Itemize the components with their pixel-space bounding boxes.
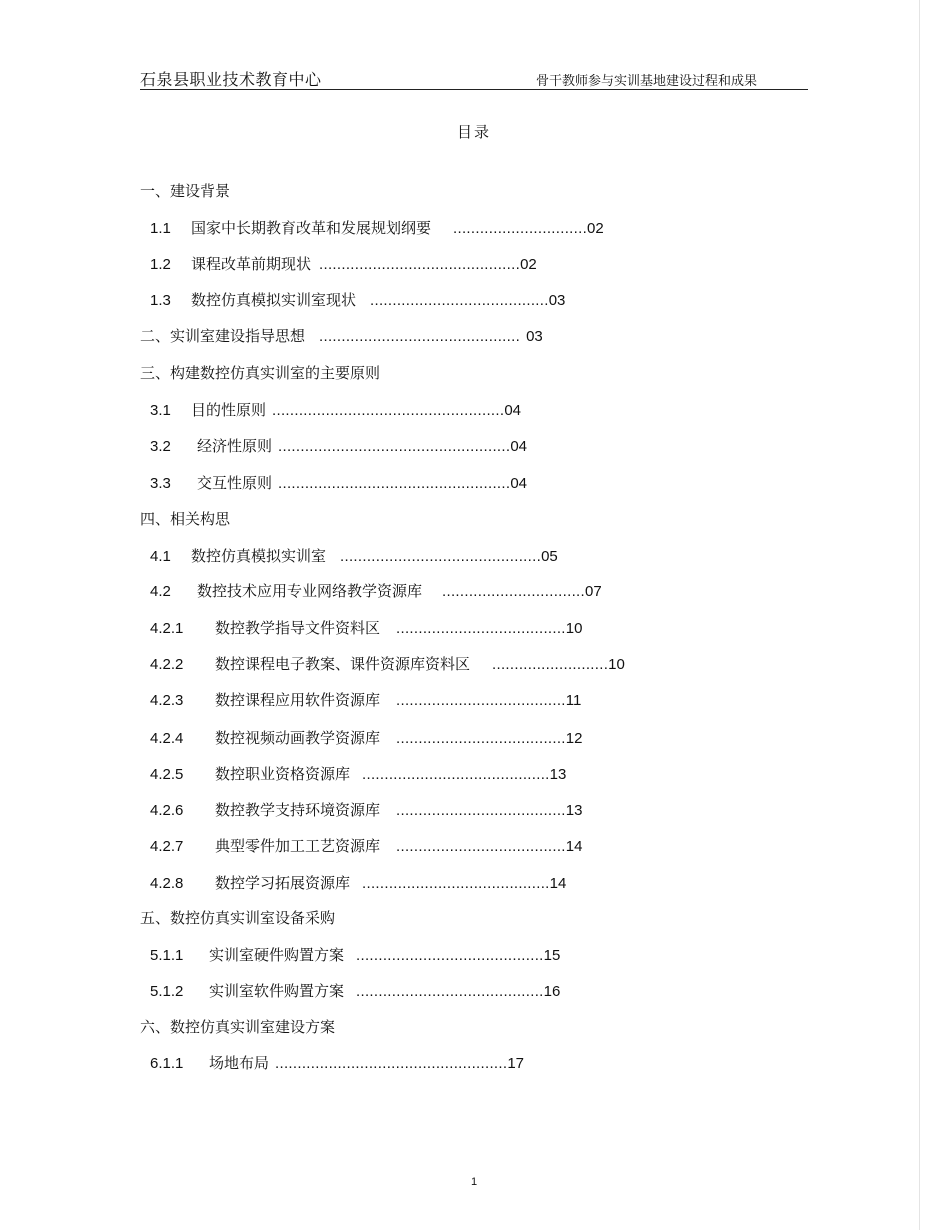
toc-entry-number: 5.1.2 [150, 983, 184, 1000]
toc-entry-number: 1.3 [150, 292, 171, 309]
toc-entry [150, 434, 527, 458]
page-number: 1 [470, 1176, 478, 1188]
toc-entry-text: 实训室软件购置方案 [209, 982, 345, 1000]
toc-entry-page: 10 [565, 620, 583, 637]
toc-entry-text: 二、实训室建设指导思想 [140, 327, 306, 345]
toc-entry-leader: ............................................. [319, 256, 521, 273]
toc-entry [150, 762, 566, 786]
toc-entry-leader: .......................................... [362, 875, 550, 892]
toc-entry-text: 数控技术应用专业网络教学资源库 [197, 582, 423, 600]
toc-entry-leader: ............................................. [319, 328, 521, 345]
toc-entry-leader: ........................................ [370, 292, 549, 309]
toc-entry-text: 五、数控仿真实训室设备采购 [140, 909, 336, 927]
toc-entry-leader: ...................................... [396, 692, 566, 709]
toc-entry-page: 16 [543, 983, 561, 1000]
toc-entry-page: 07 [584, 583, 602, 600]
toc-entry-page: 04 [504, 402, 522, 419]
header-doc-subject: 骨干教师参与实训基地建设过程和成果 [536, 74, 758, 89]
toc-entry-page: 14 [549, 875, 567, 892]
toc-entry-number: 5.1.1 [150, 947, 184, 964]
toc-entry-number: 4.2.6 [150, 802, 184, 819]
toc-entry-leader: ...................................... [396, 802, 566, 819]
toc-entry-leader: ...................................... [396, 730, 566, 747]
toc-entry-page: 04 [510, 438, 528, 455]
toc-entry [140, 361, 380, 385]
toc-entry [140, 507, 230, 531]
toc-entry-page: 02 [520, 256, 537, 273]
toc-entry-leader: ............................................. [340, 548, 542, 565]
toc-entry-number: 4.2.7 [150, 838, 184, 855]
toc-entry-page: 15 [543, 947, 561, 964]
toc-entry-text: 数控教学指导文件资料区 [215, 619, 381, 637]
toc-entry-text: 数控课程应用软件资源库 [215, 691, 381, 709]
toc-entry-leader: .......................................... [356, 947, 544, 964]
toc-entry-page: 05 [541, 548, 558, 565]
toc-entry [150, 252, 537, 276]
toc-entry-text: 目的性原则 [191, 401, 267, 419]
toc-entry-number: 6.1.1 [150, 1055, 184, 1072]
page-title: 目录 [456, 123, 491, 141]
toc-entry [150, 798, 582, 822]
toc-entry-number: 4.2.5 [150, 766, 184, 783]
toc-entry-leader: .......................... [492, 656, 609, 673]
toc-entry-text: 数控课程电子教案、课件资源库资料区 [215, 655, 471, 673]
toc-entry-text: 场地布局 [209, 1054, 270, 1072]
toc-entry-number: 3.3 [150, 475, 171, 492]
toc-entry-page: 03 [548, 292, 566, 309]
toc-entry [150, 544, 558, 568]
header-org-name: 石泉县职业技术教育中心 [140, 70, 322, 89]
toc-entry-text: 实训室硬件购置方案 [209, 946, 345, 964]
toc-entry-page: 10 [608, 656, 625, 673]
toc-entry [150, 979, 560, 1003]
toc-entry [150, 726, 582, 750]
toc-entry [150, 471, 527, 495]
toc-entry-number: 4.2.4 [150, 730, 184, 747]
toc-entry-text: 国家中长期教育改革和发展规划纲要 [191, 219, 432, 237]
toc-entry-leader: ...................................... [396, 620, 566, 637]
toc-entry [150, 943, 560, 967]
toc-entry-page: 04 [510, 475, 528, 492]
toc-entry [150, 688, 581, 712]
toc-entry-text: 课程改革前期现状 [191, 255, 312, 273]
toc-entry [150, 579, 602, 603]
toc-entry-leader: .......................................... [362, 766, 550, 783]
toc-entry [150, 1051, 524, 1075]
toc-entry-text: 数控学习拓展资源库 [215, 874, 351, 892]
toc-entry [140, 179, 230, 203]
toc-entry-page: 03 [526, 328, 543, 345]
toc-entry-text: 数控教学支持环境资源库 [215, 801, 381, 819]
toc-entry-text: 数控仿真模拟实训室 [191, 547, 327, 565]
toc-entry-number: 3.1 [150, 402, 171, 419]
toc-entry-leader: .......................................... [356, 983, 544, 1000]
toc-entry-text: 交互性原则 [197, 474, 273, 492]
toc-entry-leader: ................................ [442, 583, 585, 600]
toc-entry-text: 三、构建数控仿真实训室的主要原则 [140, 364, 381, 382]
toc-entry-text: 数控职业资格资源库 [215, 765, 351, 783]
page-edge-line [919, 0, 920, 1230]
toc-entry-leader: ...................................... [396, 838, 566, 855]
toc-entry-leader: .................................................... [275, 1055, 508, 1072]
toc-entry-page: 13 [565, 802, 583, 819]
toc-entry-number: 4.2.8 [150, 875, 184, 892]
toc-entry [150, 652, 625, 676]
toc-entry-number: 4.2.1 [150, 620, 184, 637]
toc-entry-number: 3.2 [150, 438, 171, 455]
toc-entry-text: 六、数控仿真实训室建设方案 [140, 1018, 336, 1036]
toc-entry-leader: .................................................... [278, 475, 511, 492]
toc-entry-page: 13 [549, 766, 567, 783]
toc-entry-page: 14 [565, 838, 583, 855]
toc-entry [140, 906, 335, 930]
toc-entry-leader: .................................................... [272, 402, 505, 419]
toc-entry [150, 616, 582, 640]
toc-entry-leader: .................................................... [278, 438, 511, 455]
toc-entry [150, 288, 565, 312]
toc-entry-number: 4.2.2 [150, 656, 184, 673]
toc-entry-number: 1.1 [150, 220, 171, 237]
toc-entry-text: 一、建设背景 [140, 182, 231, 200]
toc-entry [150, 871, 566, 895]
header-divider [140, 89, 808, 90]
toc-entry-page: 12 [565, 730, 583, 747]
toc-entry [140, 1015, 335, 1039]
toc-entry-text: 数控视频动画教学资源库 [215, 729, 381, 747]
toc-entry-text: 典型零件加工工艺资源库 [215, 837, 381, 855]
toc-entry-number: 4.2.3 [150, 692, 184, 709]
toc-entry-leader: .............................. [453, 220, 588, 237]
toc-entry [150, 398, 521, 422]
toc-entry [140, 324, 543, 348]
toc-entry-text: 经济性原则 [197, 437, 273, 455]
toc-entry-page: 11 [565, 692, 582, 709]
toc-entry-page: 17 [507, 1055, 525, 1072]
toc-entry-text: 四、相关构思 [140, 510, 231, 528]
toc-entry-page: 02 [587, 220, 604, 237]
toc-entry-number: 4.1 [150, 548, 171, 565]
toc-entry [150, 834, 582, 858]
toc-entry-number: 4.2 [150, 583, 171, 600]
toc-entry [150, 216, 604, 240]
toc-entry-number: 1.2 [150, 256, 171, 273]
toc-entry-text: 数控仿真模拟实训室现状 [191, 291, 357, 309]
